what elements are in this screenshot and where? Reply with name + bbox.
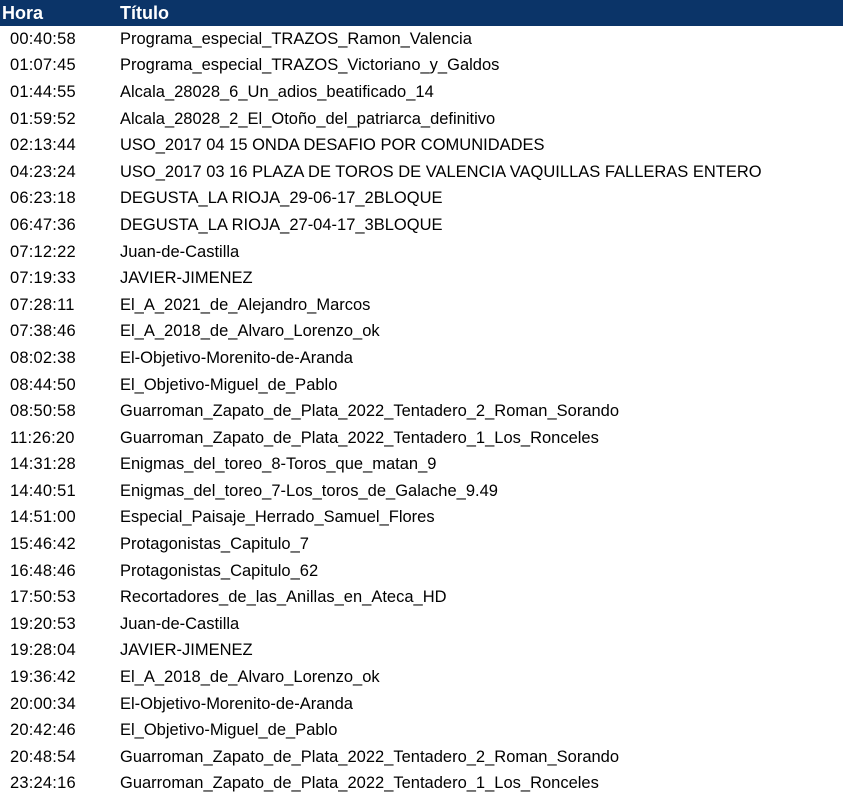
row-time: 07:19:33 xyxy=(10,269,76,288)
table-row xyxy=(0,292,843,319)
row-time: 08:02:38 xyxy=(10,348,76,367)
table-row xyxy=(0,319,843,346)
row-title: El-Objetivo-Morenito-de-Aranda xyxy=(120,694,353,713)
table-row xyxy=(0,691,843,718)
row-title: El_Objetivo-Miguel_de_Pablo xyxy=(120,375,338,394)
table-header xyxy=(0,0,843,26)
row-title: Juan-de-Castilla xyxy=(120,614,240,633)
row-title: DEGUSTA_LA RIOJA_27-04-17_3BLOQUE xyxy=(120,215,443,234)
table-row xyxy=(0,345,843,372)
table-row xyxy=(0,239,843,266)
table-row xyxy=(0,771,843,798)
row-title: Especial_Paisaje_Herrado_Samuel_Flores xyxy=(120,508,435,527)
row-title: Recortadores_de_las_Anillas_en_Ateca_HD xyxy=(120,588,447,607)
table-row xyxy=(0,212,843,239)
row-title: El_A_2018_de_Alvaro_Lorenzo_ok xyxy=(120,668,380,687)
row-time: 07:38:46 xyxy=(10,322,76,341)
row-time: 02:13:44 xyxy=(10,136,76,155)
row-time: 19:20:53 xyxy=(10,614,76,633)
table-row xyxy=(0,53,843,80)
row-time: 08:50:58 xyxy=(10,402,76,421)
table-row xyxy=(0,79,843,106)
table-row xyxy=(0,106,843,133)
table-row xyxy=(0,452,843,479)
table-row xyxy=(0,744,843,771)
row-title: Guarroman_Zapato_de_Plata_2022_Tentadero_2_Roman_Sorando xyxy=(120,747,620,766)
table-row xyxy=(0,186,843,213)
row-time: 20:42:46 xyxy=(10,721,76,740)
row-title: Guarroman_Zapato_de_Plata_2022_Tentadero_1_Los_Ronceles xyxy=(120,428,599,447)
row-title: Alcala_28028_6_Un_adios_beatificado_14 xyxy=(120,82,434,101)
header-time: Hora xyxy=(2,2,44,23)
row-title: Protagonistas_Capitulo_62 xyxy=(120,561,319,580)
row-title: Juan-de-Castilla xyxy=(120,242,240,261)
header-title: Título xyxy=(120,2,169,23)
row-title: Enigmas_del_toreo_8-Toros_que_matan_9 xyxy=(120,455,437,474)
row-time: 23:24:16 xyxy=(10,774,76,793)
table-row xyxy=(0,478,843,505)
row-title: Guarroman_Zapato_de_Plata_2022_Tentadero_2_Roman_Sorando xyxy=(120,402,620,421)
row-time: 20:00:34 xyxy=(10,694,76,713)
row-title: El-Objetivo-Morenito-de-Aranda xyxy=(120,348,353,367)
row-title: El_A_2018_de_Alvaro_Lorenzo_ok xyxy=(120,322,380,341)
table-row xyxy=(0,531,843,558)
table-row xyxy=(0,132,843,159)
row-time: 14:31:28 xyxy=(10,455,76,474)
row-title: DEGUSTA_LA RIOJA_29-06-17_2BLOQUE xyxy=(120,189,443,208)
table-row xyxy=(0,611,843,638)
row-time: 15:46:42 xyxy=(10,535,76,554)
row-title: USO_2017 04 15 ONDA DESAFIO POR COMUNIDADES xyxy=(120,136,545,155)
row-title: USO_2017 03 16 PLAZA DE TOROS DE VALENCIA VAQUILLAS FALLERAS ENTERO xyxy=(120,162,762,181)
row-time: 07:12:22 xyxy=(10,242,76,261)
table-row xyxy=(0,26,843,53)
table-row xyxy=(0,638,843,665)
row-time: 16:48:46 xyxy=(10,561,76,580)
row-time: 20:48:54 xyxy=(10,747,76,766)
row-time: 14:40:51 xyxy=(10,481,76,500)
row-time: 14:51:00 xyxy=(10,508,76,527)
row-title: Programa_especial_TRAZOS_Victoriano_y_Galdos xyxy=(120,56,500,75)
row-title: Enigmas_del_toreo_7-Los_toros_de_Galache_9.49 xyxy=(120,481,498,500)
table-row xyxy=(0,159,843,186)
table-row xyxy=(0,265,843,292)
row-title: El_Objetivo-Miguel_de_Pablo xyxy=(120,721,338,740)
row-time: 19:28:04 xyxy=(10,641,76,660)
row-time: 08:44:50 xyxy=(10,375,76,394)
row-time: 00:40:58 xyxy=(10,29,76,48)
table-row xyxy=(0,425,843,452)
row-title: El_A_2021_de_Alejandro_Marcos xyxy=(120,295,371,314)
table-row xyxy=(0,584,843,611)
row-time: 07:28:11 xyxy=(10,295,75,314)
row-time: 01:59:52 xyxy=(10,109,76,128)
row-title: JAVIER-JIMENEZ xyxy=(120,641,253,660)
row-time: 04:23:24 xyxy=(10,162,76,181)
schedule-list xyxy=(0,26,843,797)
row-title: JAVIER-JIMENEZ xyxy=(120,269,253,288)
row-time: 01:07:45 xyxy=(10,56,76,75)
row-time: 19:36:42 xyxy=(10,668,76,687)
row-time: 06:47:36 xyxy=(10,215,76,234)
table-row xyxy=(0,717,843,744)
row-title: Alcala_28028_2_El_Otoño_del_patriarca_definitivo xyxy=(120,109,496,128)
row-title: Protagonistas_Capitulo_7 xyxy=(120,535,309,554)
row-time: 06:23:18 xyxy=(10,189,76,208)
row-title: Guarroman_Zapato_de_Plata_2022_Tentadero_1_Los_Ronceles xyxy=(120,774,599,793)
table-row xyxy=(0,664,843,691)
table-row xyxy=(0,505,843,532)
table-row xyxy=(0,558,843,585)
row-title: Programa_especial_TRAZOS_Ramon_Valencia xyxy=(120,29,472,48)
row-time: 01:44:55 xyxy=(10,82,76,101)
table-row xyxy=(0,398,843,425)
row-time: 11:26:20 xyxy=(10,428,75,447)
table-row xyxy=(0,372,843,399)
row-time: 17:50:53 xyxy=(10,588,76,607)
